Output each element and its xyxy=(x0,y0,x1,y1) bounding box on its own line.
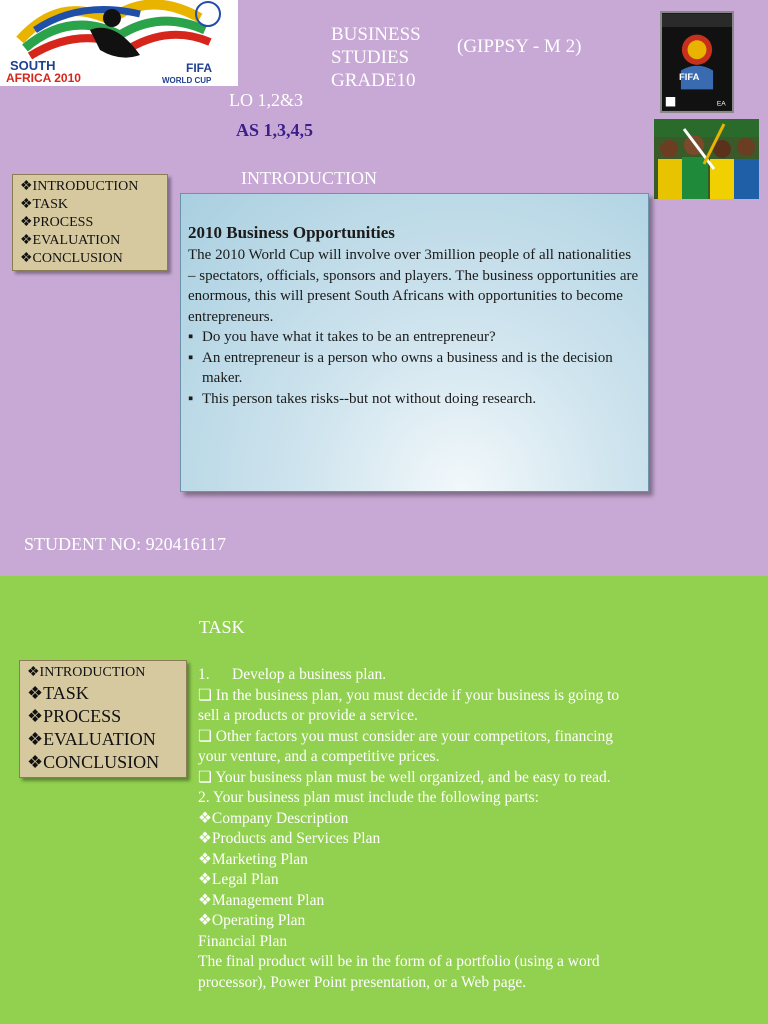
business-opportunities-box xyxy=(180,193,649,492)
game-cover-badge: EA xyxy=(716,100,726,108)
task-line: ❖Management Plan xyxy=(198,891,325,909)
box-paragraph: The 2010 World Cup will involve over 3million people of all nationalities – spectators, officials, sponsors and players. The business opportunities are enormous, this will present South Africans with opportunities to become entrepreneurs. xyxy=(188,247,639,325)
task-line: ❏ Other factors you must consider are your competitors, financing xyxy=(198,727,614,745)
logo-text-south: SOUTH xyxy=(10,58,56,73)
student-number: STUDENT NO: 920416117 xyxy=(24,534,226,554)
football-fans-photo xyxy=(654,119,759,199)
task-line: ❖Company Description xyxy=(198,809,349,827)
task-line: sell a products or provide a service. xyxy=(198,707,418,724)
game-cover-brand: FIFA xyxy=(679,71,700,83)
task-step-number: 1. xyxy=(198,666,210,683)
task-line: ❏ Your business plan must be well organized, and be easy to read. xyxy=(198,768,611,786)
subject-line: STUDIES xyxy=(331,47,410,68)
game-cover-graphic xyxy=(662,13,732,111)
task-line: The final product will be in the form of a portfolio (using a word xyxy=(198,953,600,970)
gippsy-label: (GIPPSY - M 2) xyxy=(457,36,582,57)
nav-item-task[interactable]: ❖TASK xyxy=(20,197,68,212)
task-line: ❖Products and Services Plan xyxy=(198,830,381,847)
task-line: processor), Power Point presentation, or a Web page. xyxy=(198,973,527,991)
task-line: ❖Marketing Plan xyxy=(198,850,308,868)
slide-navigation-menu-task xyxy=(19,660,187,778)
list-item: ▪ An entrepreneur is a person who owns a business and is the decision maker. xyxy=(188,348,640,389)
subject-title xyxy=(331,23,451,92)
list-item: ▪ Do you have what it takes to be an entrepreneur? xyxy=(188,327,640,348)
task-line: your venture, and a competitive prices. xyxy=(198,748,440,765)
nav-item-task[interactable]: ❖TASK xyxy=(27,683,89,703)
slide-navigation-menu xyxy=(12,174,168,271)
task-line: 2. Your business plan must include the following parts: xyxy=(198,789,539,806)
nav-item-introduction[interactable]: ❖INTRODUCTION xyxy=(20,179,139,194)
world-cup-logo xyxy=(0,0,238,86)
subject-line: GRADE10 xyxy=(331,70,416,91)
box-bullet-list xyxy=(188,327,640,409)
logo-text-africa: AFRICA 2010 xyxy=(6,71,81,85)
list-item: ▪ This person takes risks--but not without doing research. xyxy=(188,389,640,410)
task-instructions xyxy=(198,665,738,993)
nav-item-process[interactable]: ❖PROCESS xyxy=(20,215,94,230)
nav-item-introduction[interactable]: ❖INTRODUCTION xyxy=(27,665,146,680)
task-heading: TASK xyxy=(199,617,245,637)
subject-line: BUSINESS xyxy=(331,24,421,45)
nav-item-conclusion[interactable]: ❖CONCLUSION xyxy=(20,251,123,266)
task-line: Financial Plan xyxy=(198,932,288,950)
task-step-text: Develop a business plan. xyxy=(232,666,387,683)
logo-text-fifa: FIFA xyxy=(186,61,212,75)
nav-item-evaluation[interactable]: ❖EVALUATION xyxy=(20,233,121,248)
box-title: 2010 Business Opportunities xyxy=(188,223,395,242)
world-cup-logo-graphic xyxy=(0,0,238,86)
assessment-standards: AS 1,3,4,5 xyxy=(236,120,314,140)
nav-item-evaluation[interactable]: ❖EVALUATION xyxy=(27,729,156,749)
fans-photo-graphic xyxy=(654,119,759,199)
task-line: ❖Legal Plan xyxy=(198,871,279,888)
task-line: ❖Operating Plan xyxy=(198,912,306,929)
task-step-1 xyxy=(198,665,738,686)
learning-outcomes: LO 1,2&3 xyxy=(229,90,303,110)
task-line: ❏ In the business plan, you must decide if your business is going to xyxy=(198,686,620,704)
introduction-heading: INTRODUCTION xyxy=(241,168,377,188)
fifa-game-cover-image xyxy=(660,11,734,113)
nav-item-conclusion[interactable]: ❖CONCLUSION xyxy=(27,752,160,772)
nav-item-process[interactable]: ❖PROCESS xyxy=(27,706,122,726)
logo-text-world-cup: WORLD CUP xyxy=(162,76,212,85)
